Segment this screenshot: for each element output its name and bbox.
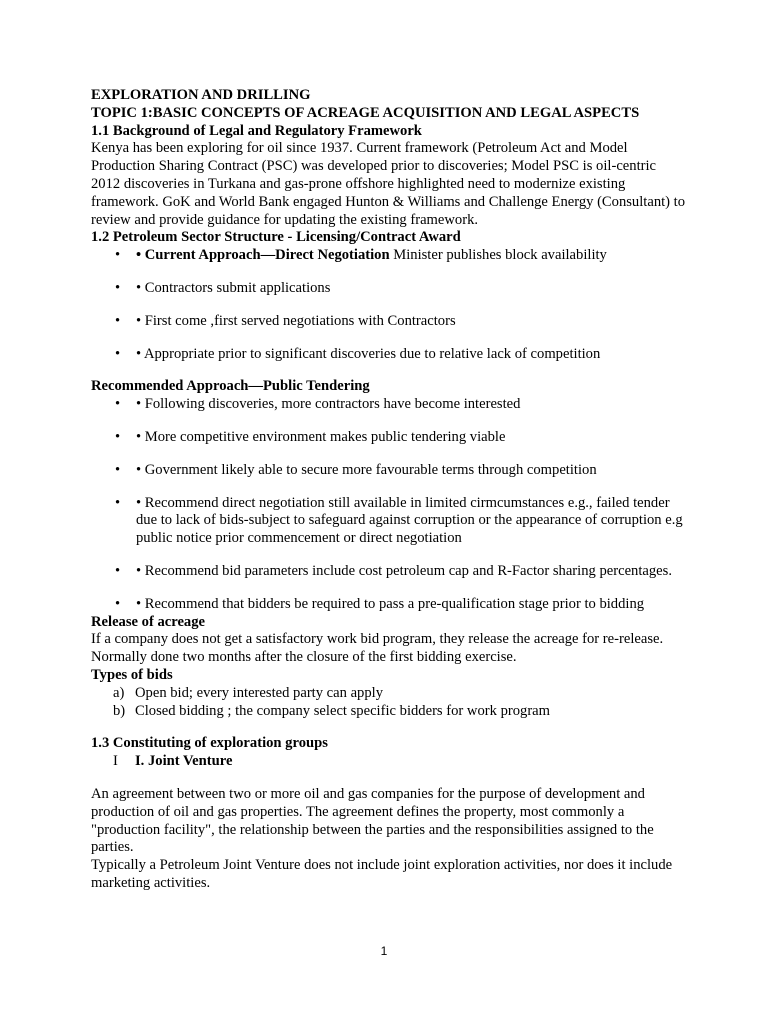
bullet-marker: •	[115, 595, 121, 612]
section-1-2-heading: 1.2 Petroleum Sector Structure - Licensing/Contract Award	[91, 229, 461, 246]
list-item-text: Open bid; every interested party can apply	[135, 684, 384, 701]
bids-heading: Types of bids	[91, 666, 173, 683]
recommended-approach-heading: Recommended Approach—Public Tendering	[91, 378, 370, 395]
list-item-text: • Recommend bid parameters include cost petroleum cap and R-Factor sharing percentages.	[136, 562, 672, 579]
joint-venture-heading-text: I. Joint Venture	[135, 753, 233, 770]
list-item	[91, 495, 686, 548]
list-item-text: • Contractors submit applications	[136, 279, 331, 296]
list-item-text: • First come ,first served negotiations with Contractors	[136, 312, 456, 329]
list-item-text: Closed bidding ; the company select specific bidders for work program	[135, 702, 551, 719]
joint-venture-paragraph-1: An agreement between two or more oil and gas companies for the purpose of development and production of oil and gas properties. The agreement defines the property, most commonly a "production facility", the relationship between the parties and the responsibilities assigned to the parties.	[91, 785, 654, 856]
bullet-marker: •	[115, 247, 121, 264]
list-marker: a)	[113, 684, 125, 701]
list-item	[91, 462, 686, 480]
section-1-1-heading: 1.1 Background of Legal and Regulatory Framework	[91, 122, 422, 139]
list-item	[91, 280, 686, 298]
list-item	[91, 313, 686, 331]
list-item-text: • Appropriate prior to significant discoveries due to relative lack of competition	[136, 345, 601, 362]
roman-marker: I	[113, 753, 118, 770]
joint-venture-paragraph-2: Typically a Petroleum Joint Venture does not include joint exploration activities, nor does it include marketing activities.	[91, 857, 673, 891]
list-item-text: • Following discoveries, more contractors have become interested	[136, 396, 521, 413]
current-approach-list	[91, 247, 686, 363]
list-item	[91, 596, 686, 614]
list-marker: b)	[113, 702, 126, 719]
document-page	[91, 87, 686, 893]
list-item-text: • More competitive environment makes public tendering viable	[136, 428, 506, 445]
list-item	[91, 563, 686, 581]
bids-list	[91, 685, 686, 721]
section-1-3-heading: 1.3 Constituting of exploration groups	[91, 735, 328, 752]
bullet-marker: •	[115, 396, 121, 413]
list-item	[91, 396, 686, 414]
list-item-text: • Recommend direct negotiation still available in limited cirmcumstances e.g., failed tender due to lack of bids-subject to safeguard against corruption or the appearance of corruption e.g public notice prior commencement or direct negotiation	[136, 494, 683, 547]
bullet-marker: •	[115, 428, 121, 445]
bullet-marker: •	[115, 494, 121, 511]
list-item	[91, 429, 686, 447]
joint-venture-heading	[91, 753, 686, 771]
list-item	[91, 703, 686, 721]
bullet-marker: •	[115, 312, 121, 329]
bullet-marker: •	[115, 345, 121, 362]
list-item	[91, 685, 686, 703]
release-heading: Release of acreage	[91, 613, 205, 630]
list-item	[91, 346, 686, 364]
list-item-text: • Government likely able to secure more favourable terms through competition	[136, 461, 597, 478]
section-1-1-body: Kenya has been exploring for oil since 1937. Current framework (Petroleum Act and Model Production Sharing Contract (PSC) was developed prior to discoveries; Model PSC is oil-centric 2012 discoveries in Turkana and gas-prone offshore highlighted need to modernize existing framework. GoK and World Bank engaged Hunton & Williams and Challenge Energy (Consultant) to review and provide guidance for updating the existing framework.	[91, 140, 686, 228]
release-body: If a company does not get a satisfactory work bid program, they release the acreage for re-release. Normally done two months after the closure of the first bidding exercise.	[91, 631, 664, 666]
bullet-marker: •	[115, 562, 121, 579]
current-approach-lead: • Current Approach—Direct Negotiation	[136, 247, 390, 264]
list-item-text: • Recommend that bidders be required to pass a pre-qualification stage prior to bidding	[136, 595, 645, 612]
document-title: EXPLORATION AND DRILLING	[91, 87, 311, 103]
list-item	[91, 247, 686, 265]
topic-heading: TOPIC 1:BASIC CONCEPTS OF ACREAGE ACQUISITION AND LEGAL ASPECTS	[91, 104, 640, 121]
recommended-approach-list	[91, 396, 686, 613]
page-number: 1	[380, 944, 388, 958]
current-approach-text: Minister publishes block availability	[389, 247, 607, 264]
bullet-marker: •	[115, 461, 121, 478]
bullet-marker: •	[115, 279, 121, 296]
